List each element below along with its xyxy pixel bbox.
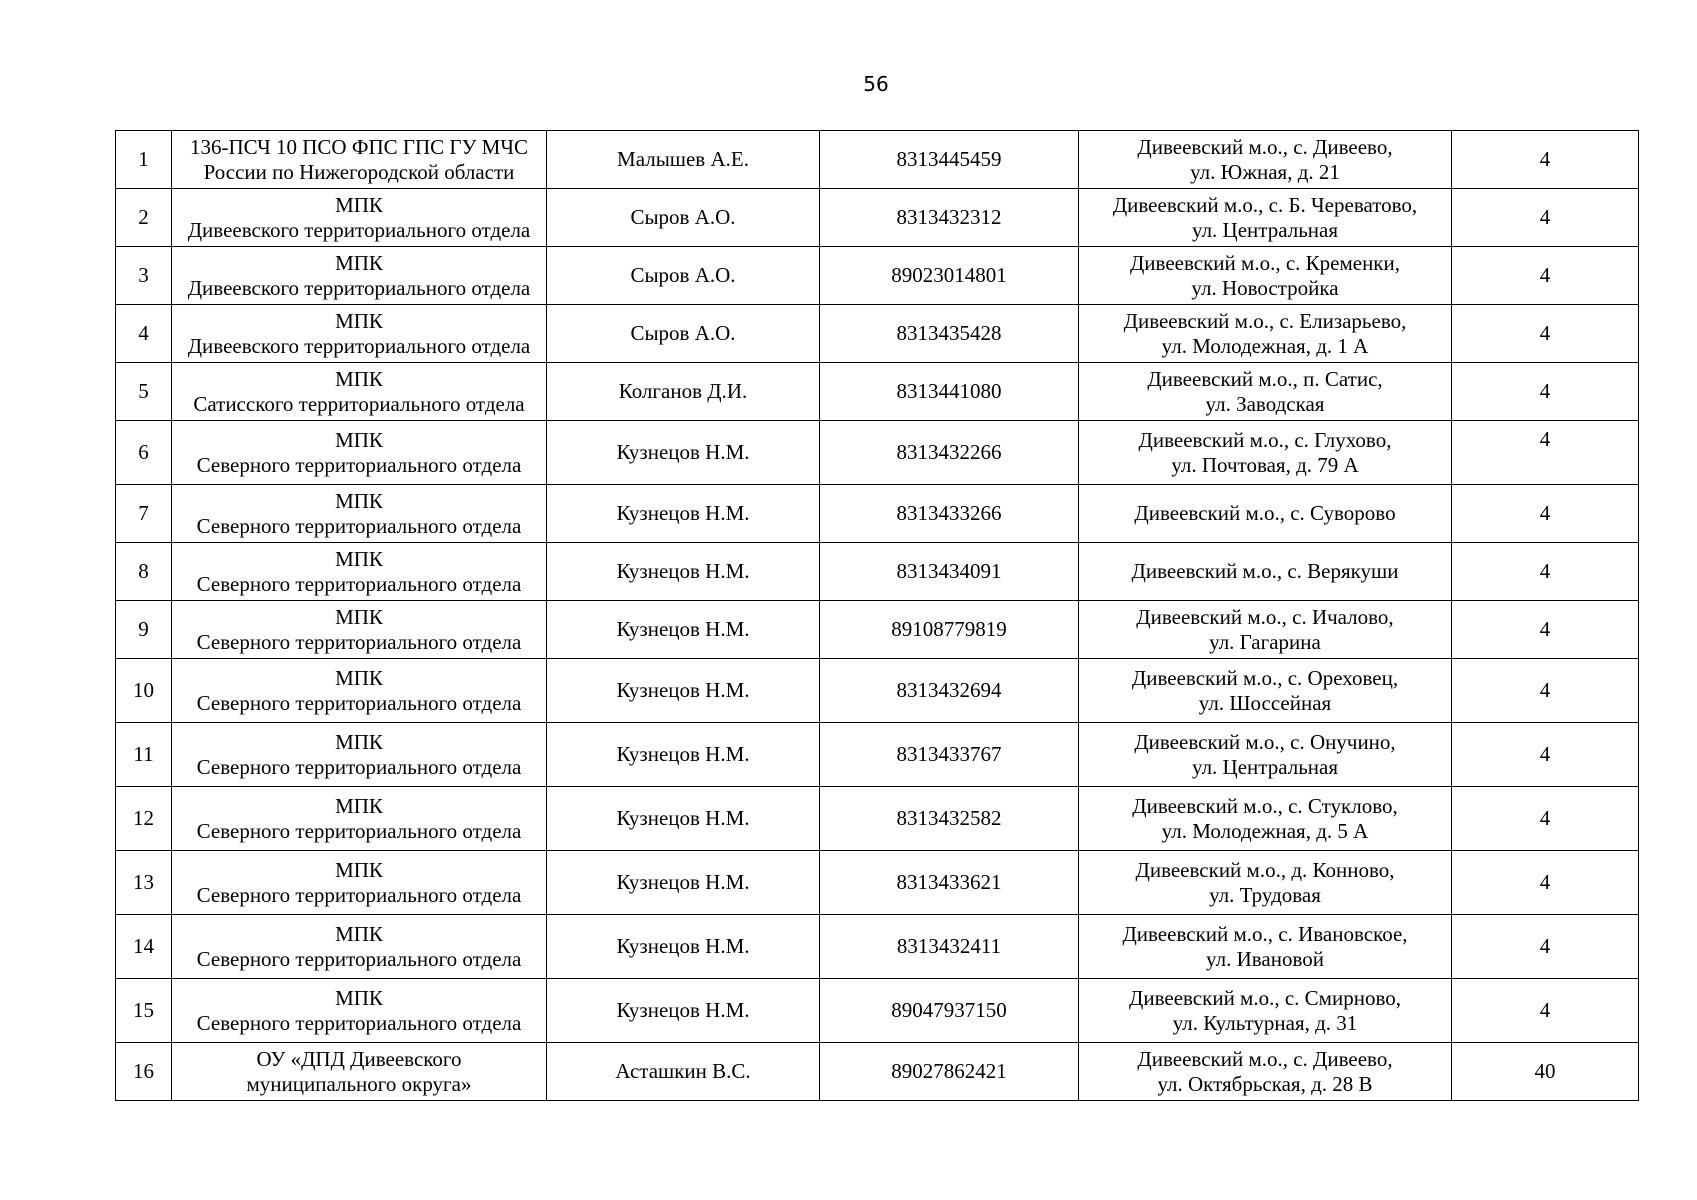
count-cell: 4 bbox=[1452, 543, 1639, 601]
count-cell: 4 bbox=[1452, 659, 1639, 723]
table-row bbox=[116, 851, 1639, 915]
address-line: Дивеевский м.о., с. Ореховец, bbox=[1131, 665, 1399, 690]
count-cell: 4 bbox=[1452, 601, 1639, 659]
address-cell bbox=[1079, 131, 1452, 189]
head-name-cell: Кузнецов Н.М. bbox=[547, 601, 820, 659]
organization-line: МПК bbox=[335, 427, 383, 452]
address-line: ул. Культурная, д. 31 bbox=[1172, 1010, 1358, 1035]
table-row bbox=[116, 247, 1639, 305]
organization-cell bbox=[172, 305, 547, 363]
count-cell: 4 bbox=[1452, 421, 1639, 485]
organization-line: Северного территориального отдела bbox=[196, 754, 522, 779]
organization-cell bbox=[172, 421, 547, 485]
phone-cell: 8313432312 bbox=[820, 189, 1079, 247]
organization-line: Северного территориального отдела bbox=[196, 452, 522, 477]
address-line: ул. Гагарина bbox=[1209, 629, 1321, 654]
table-row bbox=[116, 131, 1639, 189]
address-line: ул. Центральная bbox=[1192, 217, 1338, 242]
organization-cell bbox=[172, 723, 547, 787]
organization-cell bbox=[172, 189, 547, 247]
table-row bbox=[116, 363, 1639, 421]
address-cell bbox=[1079, 915, 1452, 979]
table-row bbox=[116, 787, 1639, 851]
organization-line: МПК bbox=[335, 793, 383, 818]
address-line: Дивеевский м.о., с. Онучино, bbox=[1134, 729, 1396, 754]
organization-line: России по Нижегородской области bbox=[203, 159, 515, 184]
organization-line: Северного территориального отдела bbox=[196, 946, 522, 971]
table-row bbox=[116, 485, 1639, 543]
address-line: Дивеевский м.о., с. Ивановское, bbox=[1122, 921, 1408, 946]
address-cell bbox=[1079, 787, 1452, 851]
row-number-cell: 7 bbox=[116, 485, 172, 543]
phone-cell: 8313434091 bbox=[820, 543, 1079, 601]
phone-cell: 8313441080 bbox=[820, 363, 1079, 421]
organization-line: МПК bbox=[335, 665, 383, 690]
table-row bbox=[116, 421, 1639, 485]
row-number-cell: 14 bbox=[116, 915, 172, 979]
organization-cell bbox=[172, 915, 547, 979]
address-line: ул. Новостройка bbox=[1191, 275, 1339, 300]
address-line: ул. Октябрьская, д. 28 В bbox=[1157, 1071, 1373, 1096]
organization-cell bbox=[172, 1043, 547, 1101]
fire-units-table bbox=[115, 130, 1639, 1101]
count-cell: 4 bbox=[1452, 979, 1639, 1043]
phone-cell: 8313433621 bbox=[820, 851, 1079, 915]
organization-cell bbox=[172, 659, 547, 723]
organization-line: Сатисского территориального отдела bbox=[193, 391, 525, 416]
address-cell bbox=[1079, 247, 1452, 305]
table-row bbox=[116, 915, 1639, 979]
address-line: ул. Молодежная, д. 1 А bbox=[1161, 333, 1369, 358]
organization-line: Северного территориального отдела bbox=[196, 818, 522, 843]
phone-cell: 8313435428 bbox=[820, 305, 1079, 363]
organization-line: МПК bbox=[335, 546, 383, 571]
address-cell bbox=[1079, 1043, 1452, 1101]
organization-cell bbox=[172, 363, 547, 421]
table-row bbox=[116, 189, 1639, 247]
row-number-cell: 15 bbox=[116, 979, 172, 1043]
head-name-cell: Кузнецов Н.М. bbox=[547, 787, 820, 851]
organization-line: Дивеевского территориального отдела bbox=[187, 275, 531, 300]
head-name-cell: Малышев А.Е. bbox=[547, 131, 820, 189]
address-cell bbox=[1079, 851, 1452, 915]
head-name-cell: Кузнецов Н.М. bbox=[547, 723, 820, 787]
count-cell: 4 bbox=[1452, 723, 1639, 787]
organization-cell bbox=[172, 543, 547, 601]
organization-line: Дивеевского территориального отдела bbox=[187, 333, 531, 358]
address-line: ул. Южная, д. 21 bbox=[1190, 159, 1340, 184]
count-cell: 4 bbox=[1452, 485, 1639, 543]
phone-cell: 8313432266 bbox=[820, 421, 1079, 485]
organization-line: МПК bbox=[335, 604, 383, 629]
phone-cell: 8313432694 bbox=[820, 659, 1079, 723]
organization-line: МПК bbox=[335, 308, 383, 333]
address-line: ул. Шоссейная bbox=[1198, 690, 1332, 715]
organization-line: Северного территориального отдела bbox=[196, 629, 522, 654]
organization-cell bbox=[172, 131, 547, 189]
count-cell: 4 bbox=[1452, 189, 1639, 247]
phone-cell: 8313433266 bbox=[820, 485, 1079, 543]
row-number-cell: 11 bbox=[116, 723, 172, 787]
count-cell: 4 bbox=[1452, 247, 1639, 305]
row-number-cell: 12 bbox=[116, 787, 172, 851]
address-line: Дивеевский м.о., с. Ичалово, bbox=[1136, 604, 1394, 629]
address-line: Дивеевский м.о., с. Верякуши bbox=[1131, 559, 1399, 583]
table-row bbox=[116, 543, 1639, 601]
row-number-cell: 2 bbox=[116, 189, 172, 247]
address-line: Дивеевский м.о., с. Дивеево, bbox=[1137, 134, 1393, 159]
address-cell bbox=[1079, 601, 1452, 659]
address-line: Дивеевский м.о., с. Стуклово, bbox=[1132, 793, 1398, 818]
address-line: Дивеевский м.о., п. Сатис, bbox=[1147, 366, 1383, 391]
address-line: Дивеевский м.о., с. Смирново, bbox=[1129, 985, 1401, 1010]
organization-line: Дивеевского территориального отдела bbox=[187, 217, 531, 242]
organization-line: Северного территориального отдела bbox=[196, 513, 522, 538]
address-cell bbox=[1079, 189, 1452, 247]
address-line: Дивеевский м.о., с. Глухово, bbox=[1138, 427, 1392, 452]
address-cell bbox=[1079, 363, 1452, 421]
row-number-cell: 3 bbox=[116, 247, 172, 305]
head-name-cell: Кузнецов Н.М. bbox=[547, 851, 820, 915]
address-cell bbox=[1079, 723, 1452, 787]
organization-line: МПК bbox=[335, 366, 383, 391]
address-line: ул. Центральная bbox=[1192, 754, 1338, 779]
row-number-cell: 16 bbox=[116, 1043, 172, 1101]
head-name-cell: Сыров А.О. bbox=[547, 247, 820, 305]
count-cell: 4 bbox=[1452, 363, 1639, 421]
address-line: ул. Трудовая bbox=[1209, 882, 1321, 907]
organization-line: 136-ПСЧ 10 ПСО ФПС ГПС ГУ МЧС bbox=[189, 134, 529, 159]
address-line: ул. Почтовая, д. 79 А bbox=[1171, 452, 1359, 477]
head-name-cell: Сыров А.О. bbox=[547, 189, 820, 247]
head-name-cell: Кузнецов Н.М. bbox=[547, 979, 820, 1043]
address-line: Дивеевский м.о., с. Елизарьево, bbox=[1123, 308, 1407, 333]
organization-line: МПК bbox=[335, 921, 383, 946]
address-line: ул. Ивановой bbox=[1206, 946, 1324, 971]
page-number: 56 bbox=[863, 72, 889, 96]
table-row bbox=[116, 723, 1639, 787]
phone-cell: 8313432411 bbox=[820, 915, 1079, 979]
row-number-cell: 1 bbox=[116, 131, 172, 189]
phone-cell: 89027862421 bbox=[820, 1043, 1079, 1101]
address-line: Дивеевский м.о., с. Суворово bbox=[1134, 501, 1396, 525]
row-number-cell: 6 bbox=[116, 421, 172, 485]
head-name-cell: Кузнецов Н.М. bbox=[547, 421, 820, 485]
address-line: ул. Молодежная, д. 5 А bbox=[1161, 818, 1369, 843]
phone-cell: 89108779819 bbox=[820, 601, 1079, 659]
organization-cell bbox=[172, 601, 547, 659]
address-cell bbox=[1079, 659, 1452, 723]
organization-cell bbox=[172, 979, 547, 1043]
phone-cell: 89023014801 bbox=[820, 247, 1079, 305]
phone-cell: 8313432582 bbox=[820, 787, 1079, 851]
row-number-cell: 4 bbox=[116, 305, 172, 363]
head-name-cell: Асташкин В.С. bbox=[547, 1043, 820, 1101]
organization-line: МПК bbox=[335, 192, 383, 217]
table-row bbox=[116, 305, 1639, 363]
phone-cell: 8313445459 bbox=[820, 131, 1079, 189]
organization-cell bbox=[172, 787, 547, 851]
head-name-cell: Кузнецов Н.М. bbox=[547, 659, 820, 723]
address-line: Дивеевский м.о., с. Дивеево, bbox=[1137, 1046, 1393, 1071]
address-line: Дивеевский м.о., с. Кременки, bbox=[1129, 250, 1401, 275]
count-cell: 4 bbox=[1452, 787, 1639, 851]
organization-line: муниципального округа» bbox=[246, 1071, 472, 1096]
count-cell: 4 bbox=[1452, 305, 1639, 363]
address-line: Дивеевский м.о., с. Б. Череватово, bbox=[1112, 192, 1418, 217]
count-cell: 40 bbox=[1452, 1043, 1639, 1101]
organization-line: МПК bbox=[335, 857, 383, 882]
organization-cell bbox=[172, 485, 547, 543]
organization-line: Северного территориального отдела bbox=[196, 882, 522, 907]
table-row bbox=[116, 659, 1639, 723]
organization-line: ОУ «ДПД Дивеевского bbox=[256, 1046, 462, 1071]
address-cell bbox=[1079, 305, 1452, 363]
head-name-cell: Кузнецов Н.М. bbox=[547, 543, 820, 601]
table-body bbox=[116, 131, 1639, 1101]
organization-line: МПК bbox=[335, 729, 383, 754]
count-cell: 4 bbox=[1452, 851, 1639, 915]
row-number-cell: 10 bbox=[116, 659, 172, 723]
address-cell bbox=[1079, 979, 1452, 1043]
table-row bbox=[116, 979, 1639, 1043]
organization-line: МПК bbox=[335, 488, 383, 513]
table-row bbox=[116, 1043, 1639, 1101]
organization-line: Северного территориального отдела bbox=[196, 571, 522, 596]
table-row bbox=[116, 601, 1639, 659]
organization-line: Северного территориального отдела bbox=[196, 1010, 522, 1035]
address-cell bbox=[1079, 421, 1452, 485]
organization-cell bbox=[172, 247, 547, 305]
head-name-cell: Колганов Д.И. bbox=[547, 363, 820, 421]
organization-line: Северного территориального отдела bbox=[196, 690, 522, 715]
head-name-cell: Кузнецов Н.М. bbox=[547, 915, 820, 979]
row-number-cell: 8 bbox=[116, 543, 172, 601]
row-number-cell: 5 bbox=[116, 363, 172, 421]
count-cell: 4 bbox=[1452, 915, 1639, 979]
organization-line: МПК bbox=[335, 985, 383, 1010]
phone-cell: 89047937150 bbox=[820, 979, 1079, 1043]
count-cell: 4 bbox=[1452, 131, 1639, 189]
address-line: ул. Заводская bbox=[1205, 391, 1325, 416]
address-cell bbox=[1079, 543, 1452, 601]
phone-cell: 8313433767 bbox=[820, 723, 1079, 787]
organization-cell bbox=[172, 851, 547, 915]
address-cell bbox=[1079, 485, 1452, 543]
head-name-cell: Сыров А.О. bbox=[547, 305, 820, 363]
row-number-cell: 9 bbox=[116, 601, 172, 659]
row-number-cell: 13 bbox=[116, 851, 172, 915]
organization-line: МПК bbox=[335, 250, 383, 275]
address-line: Дивеевский м.о., д. Конново, bbox=[1135, 857, 1395, 882]
head-name-cell: Кузнецов Н.М. bbox=[547, 485, 820, 543]
